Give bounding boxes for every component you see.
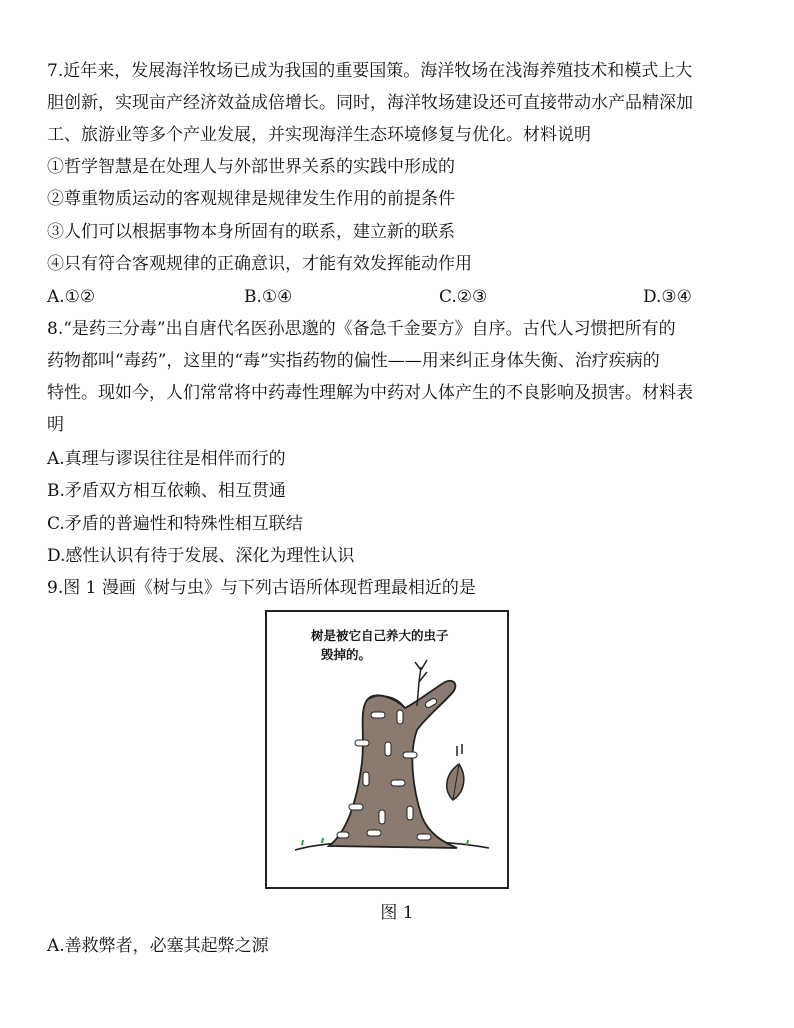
q7-option-d[interactable]: D.③④: [643, 287, 692, 307]
q7-option-b[interactable]: B.①④: [244, 287, 293, 307]
q7-statement-1: ①哲学智慧是在处理人与外部世界关系的实践中形成的: [47, 157, 455, 177]
q8-option-a[interactable]: A.真理与谬误往往是相伴而行的: [47, 449, 286, 469]
worm-icon: [403, 752, 417, 758]
worm-icon: [349, 804, 363, 810]
cartoon-text-line-2: 毁掉的。: [321, 647, 372, 662]
q8-stem-line-2: 药物都叫“毒药”，这里的“毒”实指药物的偏性——用来纠正身体失衡、治疗疾病的: [47, 351, 660, 371]
tree-trunk: [329, 681, 457, 848]
q8-stem-line-1: 8.“是药三分毒”出自唐代名医孙思邈的《备急千金要方》自序。古代人习惯把所有的: [47, 319, 676, 339]
q8-stem-line-3: 特性。现如今，人们常常将中药毒性理解为中药对人体产生的不良影响及损害。材料表: [47, 383, 693, 403]
worm-icon: [371, 712, 385, 718]
q7-options: [47, 286, 747, 308]
cartoon-caption-text: [311, 626, 501, 664]
tree-cartoon-figure: [265, 610, 509, 889]
worm-icon: [337, 832, 349, 838]
q7-statement-2: ②尊重物质运动的客观规律是规律发生作用的前提条件: [47, 189, 455, 209]
q7-stem-line-1: 7.近年来，发展海洋牧场已成为我国的重要国策。海洋牧场在浅海养殖技术和模式上大: [47, 61, 693, 81]
worm-icon: [397, 710, 403, 724]
worm-icon: [367, 830, 381, 836]
worm-icon: [355, 740, 369, 746]
q8-option-b[interactable]: B.矛盾双方相互依赖、相互贯通: [47, 481, 286, 501]
q8-stem-line-4: 明: [47, 415, 64, 435]
q8-option-d[interactable]: D.感性认识有待于发展、深化为理性认识: [47, 546, 355, 566]
q8-option-c[interactable]: C.矛盾的普遍性和特殊性相互联结: [47, 514, 303, 534]
q7-option-a[interactable]: A.①②: [47, 287, 96, 307]
falling-leaf-icon: [447, 744, 464, 800]
cartoon-text-line-1: 树是被它自己养大的虫子: [311, 628, 449, 643]
figure-caption: 图 1: [380, 903, 414, 923]
q7-option-c[interactable]: C.②③: [439, 287, 488, 307]
q7-stem-line-3: 工、旅游业等多个产业发展，并实现海洋生态环境修复与优化。材料说明: [47, 125, 591, 145]
q7-stem-line-2: 胆创新，实现亩产经济效益成倍增长。同时，海洋牧场建设还可直接带动水产品精深加: [47, 93, 693, 113]
worm-icon: [391, 780, 405, 786]
q9-option-a[interactable]: A.善救弊者，必塞其起弊之源: [47, 936, 269, 956]
q9-stem: 9.图 1 漫画《树与虫》与下列古语所体现哲理最相近的是: [47, 578, 476, 598]
worm-icon: [407, 806, 413, 820]
worm-icon: [379, 810, 385, 824]
q7-statement-3: ③人们可以根据事物本身所固有的联系，建立新的联系: [47, 222, 455, 242]
worm-icon: [417, 834, 431, 840]
q7-statement-4: ④只有符合客观规律的正确意识，才能有效发挥能动作用: [47, 254, 472, 274]
worm-icon: [385, 742, 391, 756]
worm-icon: [363, 772, 369, 786]
